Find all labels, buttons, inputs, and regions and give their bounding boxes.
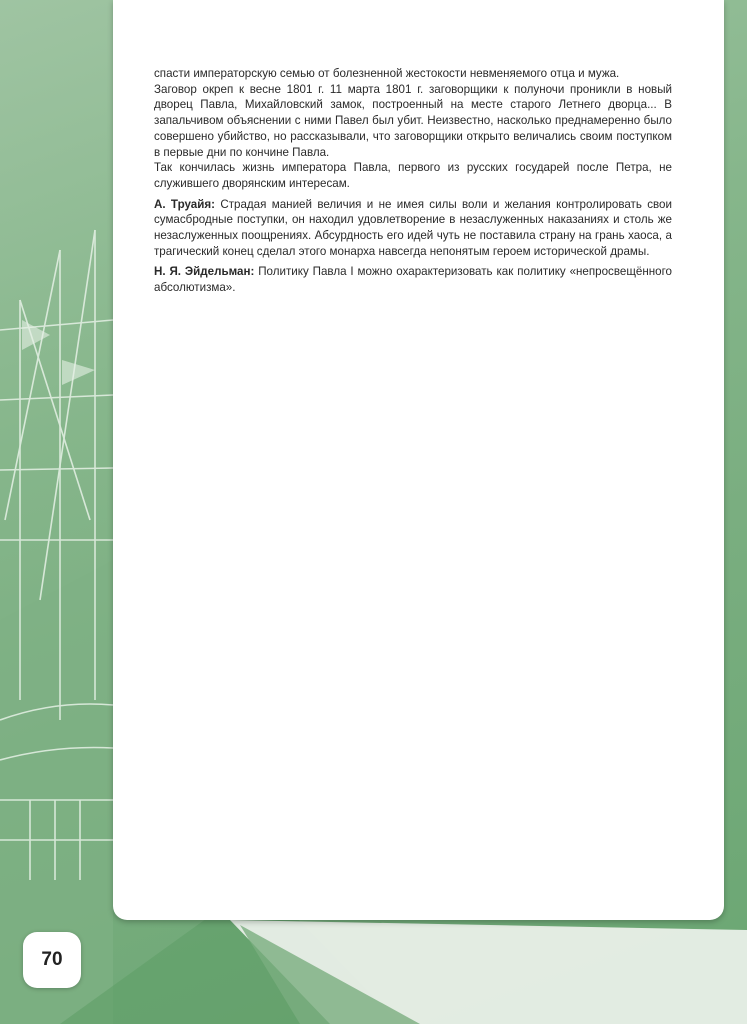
text-block: [154, 66, 672, 296]
quote-eidelman: [154, 264, 672, 295]
quote-eidelman-author: Н. Я. Эйдельман:: [154, 265, 255, 279]
paragraph-1: [154, 66, 672, 82]
paragraph-3: [154, 160, 672, 191]
paragraph-1-text: спасти императорскую семью от болезненной жестокости невменяемого отца и мужа.: [154, 67, 620, 80]
paragraph-3-text: Так кончилась жизнь императора Павла, первого из русских государей после Петра, не служившего дворянским интересам.: [154, 161, 672, 190]
quote-eidelman-text: Политику Павла I можно охарактеризовать как политику «непросвещённого абсолютизма».: [154, 265, 672, 295]
quote-troyat-text: Страдая манией величия и не имея силы воли и желания контролировать свои сумасбродные поступки, он находил удовлетворение в незаслуженных наказаниях и столь же незаслуженных поощрениях. Абсурдность его идей чуть не поставила страну на грань хаоса, а трагический конец сделал этого монарха навсегда непонятым героем исторической драмы.: [154, 197, 672, 258]
paragraph-2-text: Заговор окреп к весне 1801 г. 11 марта 1801 г. заговорщики к полуночи проникли в новый дворец Павла, Михайловский замок, построенный на месте старого Летнего дворца... В запальчивом объяснении с ними Павел был убит. Неизвестно, насколько преднамеренно было совершено убийство, но рассказывали, что заговорщики открыто величались своим поступком в первые дни по кончине Павла.: [154, 82, 672, 159]
paragraph-2: [154, 82, 672, 161]
page-number: 70: [41, 949, 63, 970]
quote-troyat-author: А. Труайя:: [154, 197, 215, 211]
quote-troyat: [154, 197, 672, 260]
page-number-badge: [23, 932, 81, 988]
